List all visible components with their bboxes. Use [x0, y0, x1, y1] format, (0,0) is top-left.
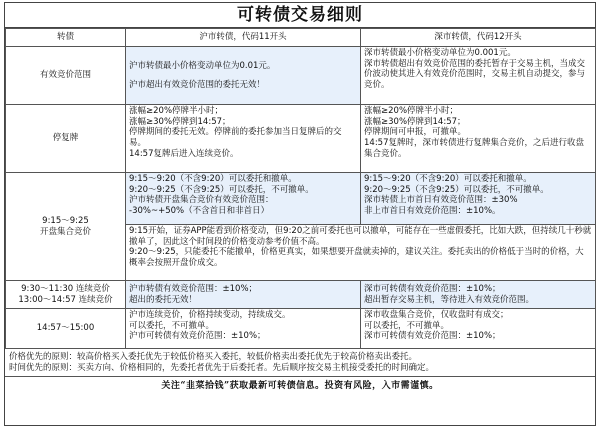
- sh-auction-line-1: 9:15～9:20（不含9:20）可以委托和撤单。: [129, 174, 297, 184]
- sh-halt-line-2: 涨幅≥30%停牌到14:57；: [129, 116, 231, 127]
- sh-continuous-line-2: 超出的委托无效！: [129, 294, 198, 305]
- sh-range-line-2: 沪市超出有效竞价范围的委托无效！: [129, 79, 266, 90]
- time-priority-rule: 时间优先的原则：买卖方向、价格相同的，先委托者优先于后委托者。先后顺序按交易主机接受委托的时间确定。: [9, 363, 435, 374]
- sz-price-range: [361, 47, 596, 105]
- row-opening-auction: [6, 173, 596, 225]
- sh-price-range: [126, 47, 361, 105]
- page-title: 可转债交易细则: [5, 3, 595, 28]
- sz-halt-line-4: 14:57复牌时，深市转债进行复牌集合竞价，之后进行收盘集合竞价。: [364, 137, 584, 159]
- sh-auction-line-2: 9:20～9:25（不含9:25）可以委托，不可撤单。: [129, 184, 314, 195]
- sz-close-line-2: 可以委托，不可撤单。: [364, 320, 450, 331]
- header-bond: 转债: [6, 29, 126, 47]
- sh-halt-line-1: 涨幅≥20%停牌半小时；: [129, 106, 224, 116]
- sz-range-line-2: 深市转债超出有效竞价范围的委托暂存于交易主机，当成交价波动使其进入有效竞价范围时，交易主机自动提交，参与竞价。: [364, 58, 586, 90]
- row-close: [6, 309, 596, 349]
- sz-close-line-3: 深市可转债有效竞价范围：±10%；: [364, 331, 501, 342]
- sh-continuous-line-1: 沪市转债有效竞价范围：±10%；: [129, 283, 258, 294]
- sz-continuous-line-1: 深市可转债有效竞价范围：±10%；: [364, 283, 501, 294]
- continuous-pm: 13:00～14:57 连续竞价: [18, 294, 113, 305]
- row-continuous: [6, 281, 596, 309]
- sh-range-line-1: 沪市转债最小价格变动单位为0.01元。: [129, 60, 276, 71]
- sz-continuous-line-2: 超出暂存交易主机，等待进入有效竞价范围。: [364, 294, 535, 305]
- sz-halt-line-2: 涨幅≥30%停牌到14:57；: [364, 116, 466, 127]
- header-shenzhen: 深市转债，代码12开头: [361, 29, 596, 47]
- sz-range-line-1: 深市转债最小价格变动单位为0.001元。: [364, 48, 516, 58]
- sz-halt-line-3: 停牌期间可申报，可撤单。: [364, 127, 467, 138]
- footer-notice: 关注“韭菜拾钱”获取最新可转债信息。投资有风险，入市需谨慎。: [161, 381, 439, 392]
- sh-auction: [126, 173, 361, 225]
- sh-close-line-1: 沪市连续竞价，价格持续变动，持续成交。: [129, 310, 291, 320]
- sh-auction-line-3: 沪市转债开盘集合竞价有效竞价范围：: [129, 195, 274, 206]
- sz-continuous: [361, 281, 596, 309]
- sz-auction: [361, 173, 596, 225]
- sz-auction-line-3: 深市转债上市首日有效竞价范围：±30%: [364, 195, 518, 206]
- auction-note-2: 9:20～9:25，只能委托不能撤单，价格更真实，如果想要开盘就卖掉的，建议关注。委托卖出的价格低于当时的价格，大概率会按照开盘价成交。: [129, 247, 584, 268]
- sh-halt-line-4: 14:57复牌后进入连续竞价。: [129, 148, 239, 159]
- continuous-am: 9:30～11:30 连续竞价: [21, 283, 110, 294]
- sz-auction-line-2: 9:20～9:25（不含9:25）可以委托，不可撤单。: [364, 184, 549, 195]
- sh-halt: [126, 105, 361, 173]
- sh-close: [126, 309, 361, 349]
- label-continuous: [6, 281, 126, 309]
- sh-auction-line-4: -30%~+50%（不含首日和非首日）: [129, 205, 270, 216]
- sz-close: [361, 309, 596, 349]
- rules-sheet: [4, 2, 596, 426]
- header-row: [6, 29, 596, 47]
- row-price-range: [6, 47, 596, 105]
- priority-rules: [5, 349, 595, 377]
- sz-close-line-1: 深市收盘集合竞价，仅收盘时有成交；: [364, 310, 509, 320]
- sz-halt-line-1: 涨幅≥20%停牌半小时；: [364, 106, 459, 116]
- label-price-range: 有效竞价范围: [6, 47, 126, 105]
- sz-auction-line-4: 非上市首日有效竞价范围：±10%。: [364, 205, 501, 216]
- label-close: 14:57～15:00: [6, 309, 126, 349]
- sh-continuous: [126, 281, 361, 309]
- auction-time: 9:15～9:25: [42, 215, 89, 226]
- row-halt: [6, 105, 596, 173]
- auction-note: [126, 225, 596, 281]
- sh-halt-line-3: 停牌期间的委托无效。停牌前的委托参加当日复牌后的交易。: [129, 127, 342, 148]
- rules-table: [5, 28, 596, 349]
- header-shanghai: 沪市转债，代码11开头: [126, 29, 361, 47]
- price-priority-rule: 价格优先的原则：较高价格买入委托优先于较低价格买入委托，较低价格卖出委托优先于较高价格卖出委托。: [9, 352, 418, 362]
- sz-halt: [361, 105, 596, 173]
- sh-close-line-3: 沪市可转债有效竞价范围：±10%；: [129, 331, 266, 342]
- label-opening-auction: [6, 173, 126, 281]
- sz-auction-line-1: 9:15～9:20（不含9:20）可以委托和撤单。: [364, 174, 532, 184]
- auction-name: 开盘集合竞价: [39, 226, 91, 237]
- label-halt: 停复牌: [6, 105, 126, 173]
- auction-note-1: 9:15开始，证券APP能看到价格变动，但9:20之前可委托也可以撤单，可能存在一些虚假委托，比如大跌，但持续几十秒就撤单了，因此这个时间段的价格变动参考价值不高。: [129, 226, 592, 247]
- sh-close-line-2: 可以委托，不可撤单。: [129, 320, 215, 331]
